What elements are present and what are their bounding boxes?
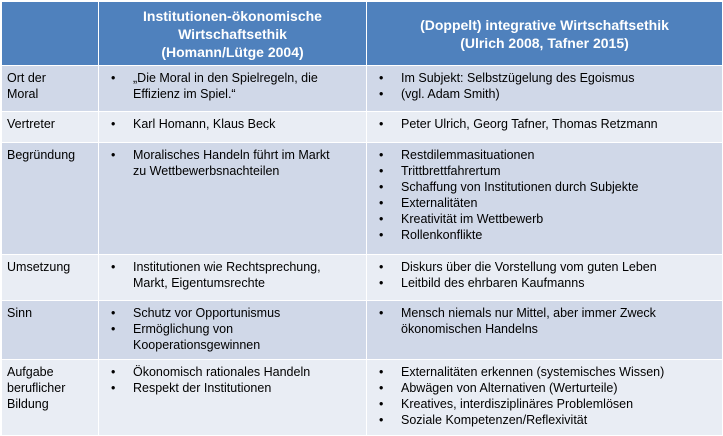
bullet-item [373,412,716,428]
header-col2-line: (Doppelt) integrative Wirtschaftsethik [420,16,669,33]
row-label-line: Moral [7,87,39,101]
bullet-text-line: • Mensch niemals nur Mittel, aber immer Zweck [401,306,656,320]
bullet-text-line: • (vgl. Adam Smith) [401,87,500,101]
bullet-item [373,116,716,132]
bullet-item [373,86,716,102]
row-label-line: Ort der [7,71,46,85]
table-row-vertreter [2,112,723,143]
bullet-text-line: • Moralisches Handeln führt im Markt [133,148,330,162]
bullet-item [105,259,360,291]
bullet-text-line: • Institutionen wie Rechtsprechung, [133,260,321,274]
bullet-item [373,179,716,195]
bullet-text-line: • Kreatives, interdisziplinäres Problemlösen [401,397,634,411]
row-label-line: Aufgabe [7,365,54,379]
row-label [2,143,99,255]
row-label-line: Umsetzung [7,260,71,274]
bullet-item [373,163,716,179]
bullet-text-line: zu Wettbewerbsnachteilen [133,164,280,178]
bullet-text-line: • Rollenkonflikte [401,228,483,242]
bullet-text-line: • Restdilemmasituationen [401,148,535,162]
bullet-text-line: • „Die Moral in den Spielregeln, die [133,71,318,85]
bullet-text-line: • Diskurs über die Vorstellung vom guten Leben [401,260,657,274]
bullet-item [105,321,360,353]
bullet-item [373,259,716,275]
table-row-sinn [2,301,723,360]
cell-institutional [99,143,367,255]
bullet-text-line: • Respekt der Institutionen [133,381,272,395]
row-label-line: beruflicher [7,381,66,395]
bullet-text-line: • Karl Homann, Klaus Beck [133,117,276,131]
table-row-begruendung [2,143,723,255]
bullet-text-line: Kooperationsgewinnen [133,338,261,352]
bullet-item [373,147,716,163]
row-label-line: Bildung [7,397,49,411]
header-col-integrative [367,2,723,66]
bullet-item [105,116,360,132]
cell-integrative [367,301,723,360]
bullet-text-line: • Im Subjekt: Selbstzügelung des Egoismus [401,71,635,85]
header-col2-line: (Ulrich 2008, Tafner 2015) [460,34,629,51]
cell-integrative [367,143,723,255]
row-label-line: Begründung [7,148,76,162]
bullet-item [105,380,360,396]
row-label [2,255,99,301]
bullet-item [373,305,716,337]
bullet-item [105,364,360,380]
header-col-institutional [99,2,367,66]
bullet-item [373,275,716,291]
cell-institutional [99,66,367,112]
bullet-item [105,147,360,179]
row-label-line: Vertreter [7,117,55,131]
header-col1-line: (Homann/Lütge 2004) [161,43,304,60]
header-col1-line: Institutionen-ökonomische [143,7,322,24]
bullet-text-line: • Abwägen von Alternativen (Werturteile) [401,381,618,395]
bullet-text-line: • Ökonomisch rationales Handeln [133,365,311,379]
cell-integrative [367,360,723,436]
table-header [2,2,723,66]
cell-institutional [99,360,367,436]
bullet-text-line: • Trittbrettfahrertum [401,164,501,178]
bullet-text-line: • Schutz vor Opportunismus [133,306,281,320]
header-row [2,2,723,66]
table-row-umsetzung [2,255,723,301]
row-label [2,112,99,143]
row-label [2,360,99,436]
bullet-item [373,211,716,227]
bullet-item [373,227,716,243]
cell-institutional [99,255,367,301]
bullet-item [373,195,716,211]
bullet-item [105,70,360,102]
bullet-text-line: • Peter Ulrich, Georg Tafner, Thomas Retzmann [401,117,658,131]
bullet-text-line: Markt, Eigentumsrechte [133,276,265,290]
bullet-text-line: • Schaffung von Institutionen durch Subjekte [401,180,639,194]
cell-institutional [99,112,367,143]
bullet-item [105,305,360,321]
table-row-aufgabe-beruflicher-bildung [2,360,723,436]
table-row-ort-der-moral [2,66,723,112]
bullet-item [373,364,716,380]
bullet-text-line: • Soziale Kompetenzen/Reflexivität [401,413,588,427]
header-corner-cell [2,2,99,66]
cell-integrative [367,255,723,301]
header-col1-line: Wirtschaftsethik [178,25,287,42]
cell-integrative [367,66,723,112]
bullet-text-line: • Kreativität im Wettbewerb [401,212,544,226]
row-label [2,301,99,360]
bullet-text-line: • Externalitäten [401,196,478,210]
comparison-table [1,1,723,436]
cell-institutional [99,301,367,360]
bullet-text-line: • Leitbild des ehrbaren Kaufmanns [401,276,585,290]
cell-integrative [367,112,723,143]
row-label-line: Sinn [7,306,33,320]
bullet-text-line: • Externalitäten erkennen (systemisches Wissen) [401,365,665,379]
bullet-item [373,70,716,86]
bullet-text-line: ökonomischen Handelns [401,322,538,336]
bullet-text-line: Effizienz im Spiel.“ [133,87,236,101]
bullet-text-line: • Ermöglichung von [133,322,234,336]
bullet-item [373,396,716,412]
bullet-item [373,380,716,396]
row-label [2,66,99,112]
